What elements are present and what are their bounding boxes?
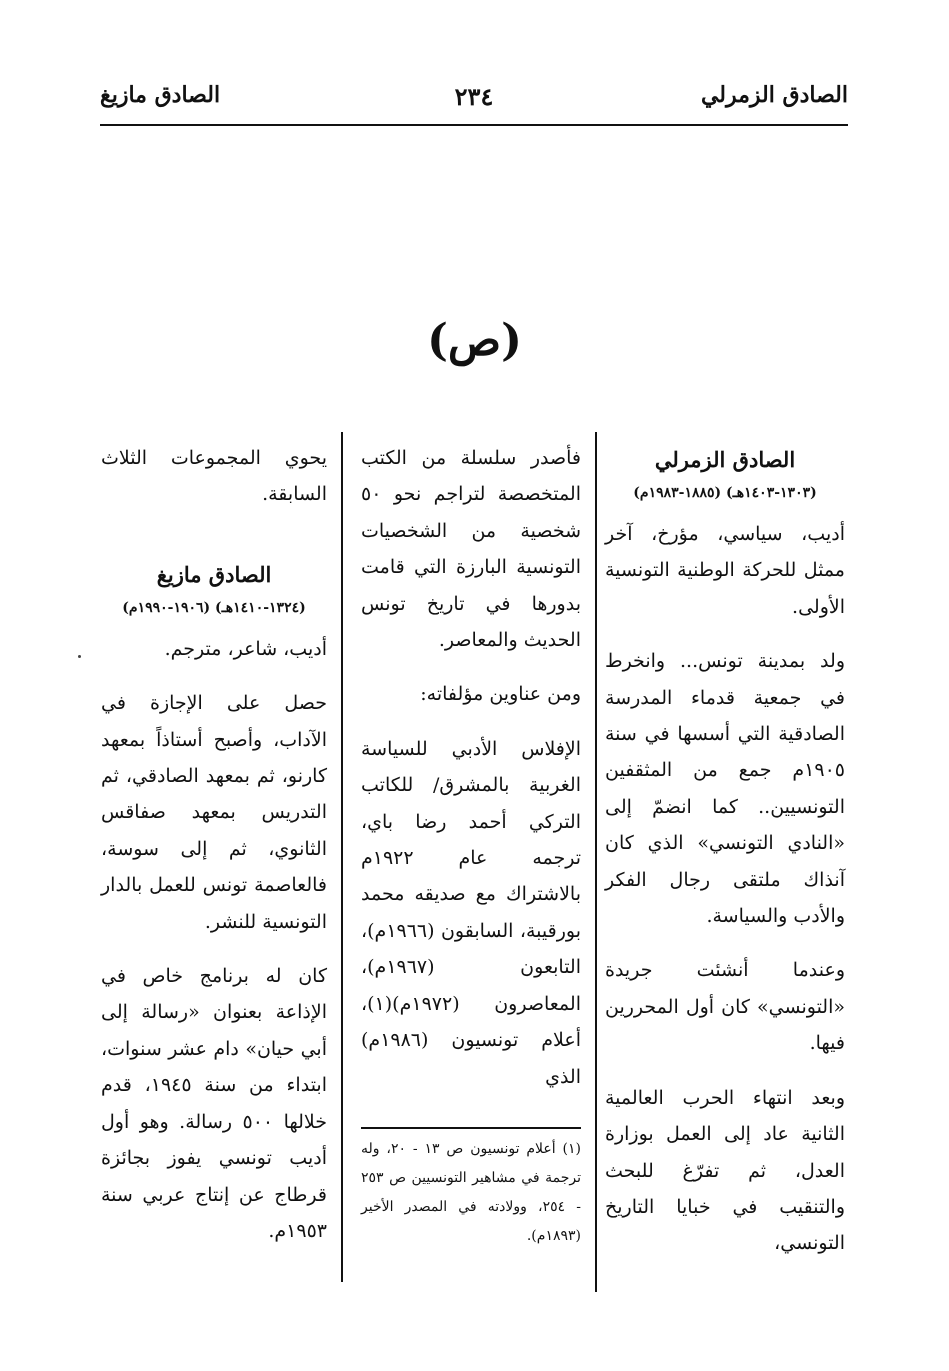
footnote-rule <box>361 1127 581 1129</box>
entry-title-zimmerli: الصادق الزمرلي <box>654 447 796 472</box>
running-head-right: الصادق الزمرلي <box>700 82 848 108</box>
running-head <box>100 82 848 122</box>
header-rule <box>100 124 848 126</box>
column-divider <box>341 432 343 1282</box>
paragraph: ومن عناوين مؤلفاته: <box>420 683 581 706</box>
paragraph: ولد بمدينة تونس... وانخرط في جمعية قدماء المدرسة الصادقية التي أسسها في سنة ١٩٠٥م جمع من المثقفين التونسيين.. كما انضمّ إلى «النادي التونسي» الذي كان آنذاك ملتقى رجال الفكر والأدب والسياسة. <box>605 650 845 928</box>
footnote: (١) أعلام تونسيون ص ١٣ - ٢٠، وله ترجمة في مشاهير التونسيين ص ٢٥٣ - ٢٥٤، وولادته في المصدر الأخير (١٨٩٣م). <box>361 1141 581 1244</box>
paragraph: فأصدر سلسلة من الكتب المتخصصة لتراجم نحو ٥٠ شخصية من الشخصيات التونسية البارزة التي قامت بدورها في تاريخ تونس الحديث والمعاصر. <box>361 447 581 652</box>
column-left <box>101 440 327 1267</box>
paragraph: حصل على الإجازة في الآداب، وأصبح أستاذاً بمعهد كارنو، ثم بمعهد الصادقي، ثم التدريس بمعهد صفاقس الثانوي، ثم إلى سوسة، فالعاصمة تونس للعمل بالدار التونسية للنشر. <box>101 692 327 933</box>
paragraph: وبعد انتهاء الحرب العالمية الثانية عاد إلى العمل بوزارة العدل، ثم تفرّغ للبحث والتنقيب في خبايا التاريخ التونسي، <box>605 1086 845 1255</box>
paragraph: أديب، سياسي، مؤرخ، آخر ممثل للحركة الوطنية التونسية الأولى. <box>605 523 845 618</box>
entry-title-mazigh: الصادق مازيغ <box>156 561 272 587</box>
paragraph: وعندما أنشئت جريدة «التونسي» كان أول المحررين فيها. <box>605 959 845 1055</box>
paragraph: يحوي المجموعات الثلاث السابقة. <box>101 447 327 506</box>
entry-dates-mazigh: (١٣٢٤-١٤١٠هـ) (١٩٠٦-١٩٩٠م) <box>122 599 306 616</box>
section-letter: (ص) <box>427 315 522 366</box>
print-speck <box>78 655 81 658</box>
paragraph: الإفلاس الأدبي للسياسة الغربية بالمشرق/ للكاتب التركي أحمد رضا باي، ترجمه عام ١٩٢٢م بالاشتراك مع صديقه محمد بورقيبة، السابقون (١٩٦٦م)، التابعون (١٩٦٧م)، المعاصرون (١٩٧٢م)(١)، أعلام تونسيون (١٩٨٦م) الذي <box>361 737 581 1088</box>
paragraph: كان له برنامج خاص في الإذاعة بعنوان «رسالة إلى أبي حيان» دام عشر سنوات، ابتداء من سنة ١٩٤٥، قدم خلالها ٥٠٠ رسالة. وهو أول أديب تونسي يفوز بجائزة قرطاج عن إنتاج عربي سنة ١٩٥٣م. <box>101 965 327 1242</box>
page-number: ٢٣٤ <box>454 82 494 111</box>
entry-dates-zimmerli: (١٣٠٣-١٤٠٣هـ) (١٨٨٥-١٩٨٣م) <box>633 485 817 501</box>
running-head-left: الصادق مازيغ <box>100 82 221 108</box>
paragraph: أديب، شاعر، مترجم. <box>164 637 327 660</box>
column-right <box>605 440 845 1280</box>
column-middle <box>361 440 581 1113</box>
column-divider <box>595 432 597 1292</box>
